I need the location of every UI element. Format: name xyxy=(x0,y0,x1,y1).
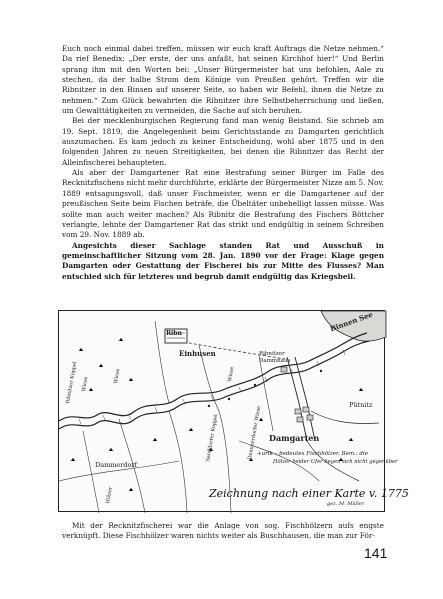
map-label-dammerdorf: Dammerdorf xyxy=(95,461,137,469)
map-label-puetnitz: Pütnitz xyxy=(349,401,373,409)
map-label-dammerdorfer-wiese: Dammerdorfer Wiese xyxy=(247,405,263,461)
map-label-binnen-see: Binnen See xyxy=(328,309,374,334)
map-label-wiese: Wiese xyxy=(113,368,122,385)
body-text xyxy=(62,44,384,282)
map-drawing xyxy=(59,311,386,513)
map-caption-author: gez. M. Müller xyxy=(327,501,365,507)
map-label-hoelzer: Hölzer xyxy=(105,486,114,505)
map-label-wiese: Wiese xyxy=(227,366,236,383)
map-label-ribnitz: Ribn xyxy=(166,330,182,337)
body-text-continued xyxy=(62,521,384,542)
map-caption: Zeichnung nach einer Karte v. 1775 xyxy=(209,487,409,500)
map-label-einhusen: Einhusen xyxy=(179,349,216,358)
paragraph: Euch noch einmal dabei treffen, müssen wir euch kraft Auftrags die Netze nehmen.“ Da rief Benedix: „Der erste, der uns anfaßt, hat seinen Kirchhof hier!“ Und Berlin sprang ihm mit den Worten bei: „Unser Bürgermeister hat uns befohlen, Aale zu stechen, da der halbe Strom dem Könige von Preußen gehört. Treffen wir die Ribnitzer in den Binsen auf unserer Seite, so haben wir Befehl, ihnen die Netze zu nehmen.“ Zum Glück bewahrten die Ribnitzer ihre Selbstbeherrschung und ließen, um Gewalttätigkeiten zu vermeiden, die Sache auf sich beruhen. xyxy=(62,44,384,116)
paragraph: Als aber der Damgartener Rat eine Bestrafung seiner Bürger im Falle des Recknitzfischens nicht mehr durchführte, erklärte der Bürgermeister Nizze am 5. Nov. 1889 entsagungsvoll, daß unser Fischmeister, wenn er die Damgartener auf der preußischen Seite beim Fischen beträfe, die Übeltäter unbehelligt lassen müsse. Was sollte man auch weiter machen? Als Ribnitz die Bestrafung des Fischers Böttcher verlangte, lehnte der Damgartener Rat das strikt und endgültig in seinem Schreiben vom 29. Nov. 1889 ab. xyxy=(62,168,384,240)
map-legend-line1: +urik – bedeutes Fischhölzer. Bem.: die xyxy=(257,451,368,457)
map-label-wiese: Wiese xyxy=(81,376,90,393)
paragraph: Angesichts dieser Sachlage standen Rat und Ausschuß in gemeinschaftlicher Sitzung vom 28. Jan. 1890 vor der Frage: Klage gegen Damgarten oder Gestattung der Fischerei bis zur Mitte des Flusses? Man entschied sich für letzteres und begrub damit endgültig das Kriegsbeil. xyxy=(62,240,384,281)
map-legend-line2: Hölzer beider Ufer liegen sich nicht gegenüber xyxy=(273,459,398,465)
paragraph: Mit der Recknitzfischerei war die Anlage von sog. Fischhölzern aufs engste verknüpft. Diese Fischhölzer waren nichts weiter als Buschhausen, die man zur För- xyxy=(62,521,384,541)
map-label-ribnitzer-koppel: Ribnitzer Koppel xyxy=(65,361,79,405)
map-label-sanddorfer-koppel: Sanddorfer Koppel xyxy=(205,413,220,463)
historical-map xyxy=(58,309,409,512)
map-label-damgarten: Damgarten xyxy=(269,433,320,443)
map-label-dammhaus: Ribnitzer Dammhaus xyxy=(259,351,291,364)
page-number: 141 xyxy=(364,545,388,561)
paragraph: Bei der mecklenburgischen Regierung fand man wenig Beistand. Sie schrieb am 19. Sept. 1819, die Angelegenheit beim Gerichtsstande zu Damgarten gerichtlich auszumachen. Es kam jedoch zu keiner Entscheidung, wohl aber 1875 und in den folgenden Jahren zu neuen Streitigkeiten, bei denen die Ribnitzer das Recht der Alleinfischerei behaupteten. xyxy=(62,116,384,167)
